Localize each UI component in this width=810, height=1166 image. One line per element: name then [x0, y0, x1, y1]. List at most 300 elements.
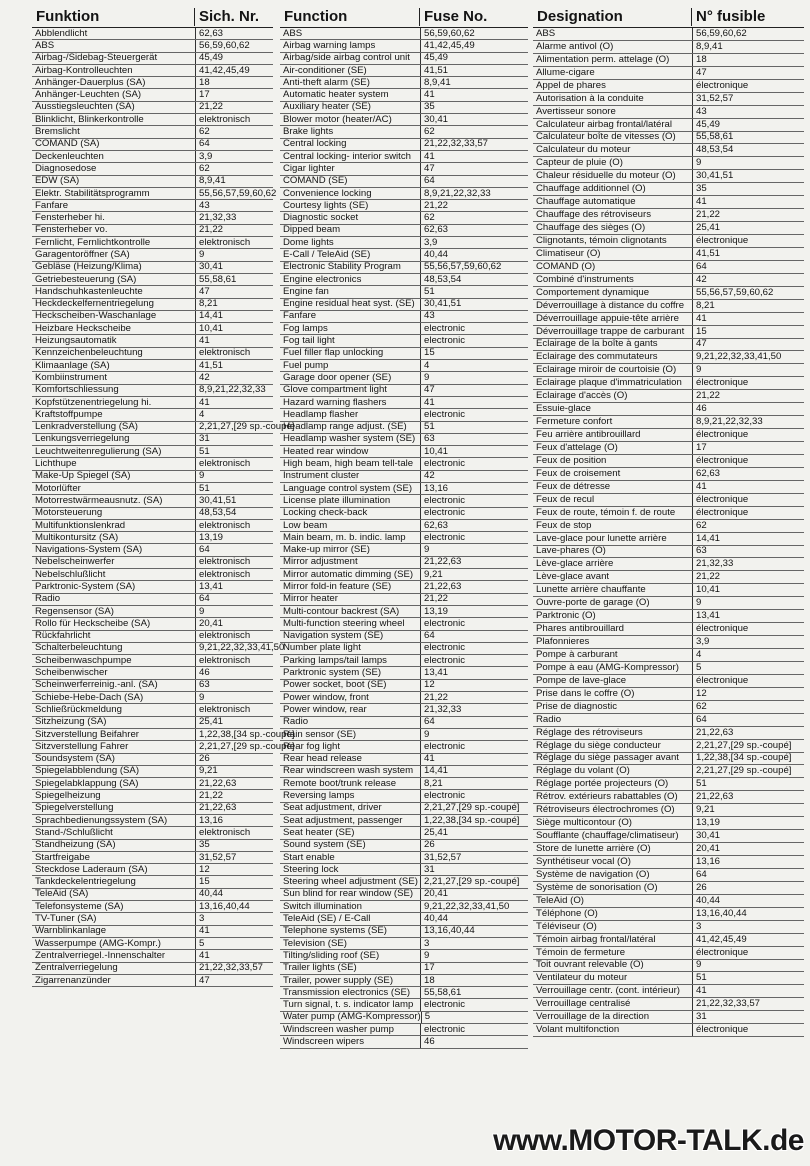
fuse-numbers: 15 [692, 326, 804, 338]
fuse-numbers: 40,44 [195, 889, 273, 900]
function-name: Allume-cigare [536, 66, 595, 78]
table-row [280, 262, 528, 274]
fuse-numbers: 20,41 [195, 618, 273, 629]
function-name: Déverrouillage appuie-tête arrière [536, 312, 679, 324]
function-name: Store de lunette arrière (O) [536, 843, 651, 855]
table-row [280, 889, 528, 901]
function-name: Sitzverstellung Beifahrer [35, 728, 139, 740]
function-name: Réglage des rétroviseurs [536, 726, 643, 738]
fuse-numbers: 25,41 [195, 717, 273, 728]
fuse-numbers: 31,52,57 [420, 852, 528, 863]
function-name: Anhänger-Dauerplus (SA) [35, 76, 146, 88]
function-name: Multikontursitz (SA) [35, 531, 119, 543]
fuse-numbers: 12 [420, 680, 528, 691]
fuse-numbers: 41 [195, 926, 273, 937]
table-row [280, 987, 528, 999]
table-row [32, 360, 273, 372]
table-row [280, 581, 528, 593]
function-name: Number plate light [283, 642, 361, 654]
fuse-numbers: 31 [420, 864, 528, 875]
table-row [533, 170, 804, 183]
table-row [32, 385, 273, 397]
fuse-numbers: 17 [692, 442, 804, 454]
function-name: Deckenleuchten [35, 150, 104, 162]
function-name: Zentralverriegel.-Innenschalter [35, 949, 166, 961]
table-row [280, 963, 528, 975]
table-rows [280, 28, 528, 1049]
function-name: Bremslicht [35, 126, 80, 138]
table-row [533, 339, 804, 352]
function-name: Climatiseur (O) [536, 247, 601, 259]
table-row [280, 876, 528, 888]
table-row [32, 89, 273, 101]
function-name: COMAND (SA) [35, 138, 100, 150]
fuse-numbers: 13,19 [692, 817, 804, 829]
header-fuse-number: Sich. Nr. [194, 8, 273, 26]
table-row [32, 815, 273, 827]
function-name: Dome lights [283, 236, 334, 248]
fuse-numbers: 51 [195, 483, 273, 494]
table-row [280, 458, 528, 470]
table-row [32, 187, 277, 200]
function-name: Automatic heater system [283, 89, 389, 101]
table-row [533, 429, 804, 442]
fuse-numbers: 8,9,41 [420, 77, 528, 88]
table-row [280, 1036, 528, 1048]
fuse-numbers: 62 [420, 212, 528, 223]
table-row [533, 921, 804, 934]
fuse-numbers: elektronisch [195, 348, 273, 359]
function-name: Parktronic (O) [536, 610, 596, 622]
table-row [533, 701, 804, 714]
table-row [32, 458, 273, 470]
table-row [280, 249, 528, 261]
table-row [32, 53, 273, 65]
function-name: Appel de phares [536, 79, 606, 91]
function-name: E-Call / TeleAid (SE) [283, 248, 371, 260]
table-row [32, 544, 273, 556]
function-name: Television (SE) [283, 937, 347, 949]
function-name: Verrouillage centralisé [536, 998, 631, 1010]
table-row [280, 950, 528, 962]
function-name: Heated rear window [283, 445, 369, 457]
table-row [533, 610, 804, 623]
table-row [280, 299, 528, 311]
table-row [32, 446, 273, 458]
function-name: Locking check-back [283, 507, 368, 519]
fuse-numbers: 21,22,63 [420, 581, 528, 592]
function-name: Feux de détresse [536, 480, 611, 492]
header-function: Designation [537, 8, 623, 25]
table-row [32, 225, 273, 237]
table-row [32, 200, 273, 212]
table-row [32, 840, 273, 852]
function-name: Rear windscreen wash system [283, 765, 414, 777]
fuse-numbers: 17 [420, 963, 528, 974]
function-name: Pompe à carburant [536, 648, 618, 660]
function-name: Garagentoröffner (SA) [35, 248, 130, 260]
table-row [32, 508, 273, 520]
fuse-numbers: elektronisch [195, 520, 273, 531]
function-name: Motorsteuerung [35, 507, 103, 519]
table-row [32, 126, 273, 138]
function-name: Ventilateur du moteur [536, 972, 628, 984]
table-row [280, 446, 528, 458]
function-name: Mirror adjustment [283, 556, 358, 568]
table-row [533, 209, 804, 222]
fuse-numbers: 41 [195, 950, 273, 961]
fuse-numbers: 2,21,27,[29 sp.-coupé] [420, 803, 528, 814]
function-name: TeleAid (O) [536, 894, 584, 906]
fuse-numbers: 46 [420, 1036, 528, 1047]
fuse-numbers: elektronisch [195, 827, 273, 838]
table-row [533, 972, 804, 985]
table-row [32, 532, 273, 544]
table-row [533, 791, 804, 804]
table-row [280, 397, 528, 409]
function-name: Make-up mirror (SE) [283, 544, 370, 556]
function-name: Verrouillage de la direction [536, 1011, 650, 1023]
fuse-numbers: 2,21,27,[29 sp.-coupé] [195, 741, 273, 752]
fuse-numbers: 8,9,41 [692, 41, 804, 53]
fuse-numbers: 21,32,33 [420, 704, 528, 715]
fuse-numbers: electronic [420, 495, 528, 506]
function-name: Steckdose Laderaum (SA) [35, 863, 148, 875]
fuse-numbers: 43 [692, 106, 804, 118]
table-row [280, 569, 528, 581]
fuse-numbers: 8,9,21,22,32,33 [420, 188, 528, 199]
table-row [533, 196, 804, 209]
table-row [32, 114, 273, 126]
fuse-numbers: 51 [692, 778, 804, 790]
table-row [280, 372, 528, 384]
fuse-numbers: 41 [692, 196, 804, 208]
table-row [533, 300, 804, 313]
function-name: Power window, front [283, 691, 369, 703]
function-name: Trailer lights (SE) [283, 962, 357, 974]
table-row [533, 985, 804, 998]
function-name: Fuel filler flap unlocking [283, 347, 384, 359]
table-row [533, 481, 804, 494]
table-row [32, 790, 273, 802]
fuse-numbers: 47 [195, 286, 273, 297]
table-row [533, 649, 804, 662]
table-row [32, 740, 295, 753]
function-name: Courtesy lights (SE) [283, 199, 369, 211]
fuse-numbers: 12 [195, 864, 273, 875]
fuse-numbers: electronic [420, 323, 528, 334]
function-name: Low beam [283, 519, 328, 531]
table-row [280, 840, 528, 852]
fuse-numbers: electronic [420, 409, 528, 420]
function-name: Rear head release [283, 753, 362, 765]
fuse-numbers: 8,21 [420, 778, 528, 789]
table-row [32, 803, 273, 815]
table-row [32, 692, 273, 704]
fuse-numbers: 9 [195, 249, 273, 260]
table-row [280, 594, 528, 606]
function-name: Spiegelabklappung (SA) [35, 777, 139, 789]
function-name: Radio [536, 713, 562, 725]
table-row [533, 326, 804, 339]
fuse-numbers: 13,16 [692, 856, 804, 868]
fuse-numbers: 1,22,38,[34 sp.-coupé] [420, 815, 528, 826]
table-row [280, 126, 528, 138]
function-name: Fernlicht, Fernlichtkontrolle [35, 236, 151, 248]
table-row [533, 28, 804, 41]
function-name: Warnblinkanlage [35, 925, 107, 937]
function-name: Getriebesteuerung (SA) [35, 273, 137, 285]
table-row [533, 67, 804, 80]
fuse-numbers: 26 [420, 840, 528, 851]
fuse-numbers: électronique [692, 429, 804, 441]
fuse-numbers: 64 [692, 261, 804, 273]
table-row [32, 963, 273, 975]
fuse-numbers: 21,22 [692, 390, 804, 402]
fuse-numbers: 51 [195, 446, 273, 457]
function-name: Chauffage automatique [536, 196, 636, 208]
function-name: Siège multicontour (O) [536, 817, 632, 829]
function-name: Central locking [283, 138, 347, 150]
fuse-numbers: 4 [420, 360, 528, 371]
function-name: Sound system (SE) [283, 839, 366, 851]
fuse-numbers: 9 [692, 597, 804, 609]
fuse-numbers: 51 [420, 422, 528, 433]
fuse-numbers: 21,22 [195, 790, 273, 801]
fuse-numbers: 13,16,40,44 [195, 901, 273, 912]
fuse-numbers: 21,22 [420, 200, 528, 211]
function-name: Airbag warning lamps [283, 39, 376, 51]
function-name: Système de navigation (O) [536, 868, 650, 880]
table-row [32, 631, 273, 643]
table-row [280, 913, 528, 925]
function-name: Seat adjustment, driver [283, 802, 382, 814]
function-name: Trailer, power supply (SE) [283, 974, 394, 986]
watermark: www.MOTOR-TALK.de [493, 1124, 804, 1157]
table-row [533, 468, 804, 481]
fuse-numbers: 64 [195, 139, 273, 150]
function-name: Eclairage miroir de courtoisie (O) [536, 364, 677, 376]
function-name: Anhänger-Leuchten (SA) [35, 89, 142, 101]
function-name: Startfreigabe [35, 851, 90, 863]
function-name: Comportement dynamique [536, 286, 650, 298]
table-row [533, 261, 804, 274]
table-row [533, 533, 804, 546]
fuse-numbers: electronic [420, 741, 528, 752]
function-name: Réglage du siège conducteur [536, 739, 661, 751]
fuse-numbers: elektronisch [195, 557, 273, 568]
function-name: Tilting/sliding roof (SE) [283, 949, 380, 961]
function-name: Calculateur du moteur [536, 144, 631, 156]
fuse-numbers: 9 [195, 471, 273, 482]
table-row [533, 584, 804, 597]
fuse-numbers: 31 [195, 434, 273, 445]
fuse-numbers: 62 [195, 126, 273, 137]
function-name: Hazard warning flashers [283, 396, 387, 408]
table-row [280, 28, 528, 40]
table-row [280, 815, 528, 827]
fuse-numbers: elektronisch [195, 631, 273, 642]
table-row [280, 901, 528, 913]
table-row [280, 520, 528, 532]
table-row [280, 717, 528, 729]
fuse-numbers: 31,52,57 [195, 852, 273, 863]
function-name: Calculateur boîte de vitesses (O) [536, 131, 676, 143]
fuse-numbers: 41,42,45,49 [420, 40, 528, 51]
column-german [32, 0, 295, 987]
fuse-numbers: 62 [692, 701, 804, 713]
fuse-numbers: 4 [692, 649, 804, 661]
fuse-numbers: 8,9,21,22,32,33 [195, 385, 273, 396]
function-name: Start enable [283, 851, 335, 863]
table-row [533, 869, 804, 882]
table-row [533, 416, 804, 429]
function-name: Téléphone (O) [536, 907, 598, 919]
fuse-numbers: 40,44 [420, 913, 528, 924]
fuse-numbers: 2,21,27,[29 sp.-coupé] [420, 876, 528, 887]
table-row [533, 364, 804, 377]
table-row [533, 1011, 804, 1024]
fuse-numbers: 56,59,60,62 [692, 28, 804, 40]
fuse-numbers: 62,63 [420, 520, 528, 531]
fuse-numbers: 31,52,57 [692, 93, 804, 105]
fuse-numbers: 64 [692, 714, 804, 726]
table-row [280, 89, 528, 101]
function-name: Multifunktionslenkrad [35, 519, 126, 531]
function-name: Airbag-/Sidebag-Steuergerät [35, 52, 158, 64]
function-name: Headlamp flasher [283, 408, 359, 420]
function-name: Scheibenwischer [35, 667, 108, 679]
table-row [280, 65, 528, 77]
table-row [533, 106, 804, 119]
table-row [32, 40, 273, 52]
function-name: Spiegelabblendung (SA) [35, 765, 140, 777]
table-row [533, 636, 804, 649]
table-row [280, 544, 528, 556]
fuse-numbers: 47 [195, 975, 273, 986]
function-name: Steering wheel adjustment (SE) [283, 876, 418, 888]
fuse-numbers: 5 [421, 1012, 528, 1023]
function-name: License plate illumination [283, 494, 391, 506]
function-name: Elektr. Stabilitätsprogramm [35, 187, 150, 199]
function-name: Garage door opener (SE) [283, 371, 392, 383]
fuse-numbers: 10,41 [692, 584, 804, 596]
function-name: Navigations-System (SA) [35, 544, 143, 556]
fuse-numbers: 55,58,61 [692, 132, 804, 144]
function-name: Pompe de lave-glace [536, 674, 627, 686]
fuse-numbers: 62 [420, 126, 528, 137]
table-row [280, 766, 528, 778]
function-name: Réglage du siège passager avant [536, 752, 679, 764]
fuse-numbers: 30,41,51 [420, 299, 528, 310]
table-row [533, 830, 804, 843]
fuse-numbers: electronic [420, 643, 528, 654]
function-name: Réglage du volant (O) [536, 765, 630, 777]
table-row [280, 606, 528, 618]
function-name: Convenience locking [283, 187, 372, 199]
fuse-numbers: 2,21,27,[29 sp.-coupé] [195, 422, 273, 433]
fuse-numbers: 21,32,33 [195, 212, 273, 223]
function-name: Komfortschliessung [35, 384, 119, 396]
function-name: Déverrouillage trappe de carburant [536, 325, 685, 337]
function-name: Make-Up Spiegel (SA) [35, 470, 131, 482]
table-row [280, 212, 528, 224]
fuse-numbers: 10,41 [195, 323, 273, 334]
table-row [533, 403, 804, 416]
function-name: EDW (SA) [35, 175, 80, 187]
table-row [32, 262, 273, 274]
fuse-numbers: elektronisch [195, 655, 273, 666]
function-name: Heizbare Heckscheibe [35, 322, 131, 334]
fuse-numbers: électronique [692, 455, 804, 467]
function-name: Regensensor (SA) [35, 605, 114, 617]
table-row [280, 323, 528, 335]
fuse-numbers: 2,21,27,[29 sp.-coupé] [692, 765, 804, 777]
table-row [280, 999, 528, 1011]
function-name: Instrument cluster [283, 470, 360, 482]
table-row [32, 728, 295, 741]
fuse-numbers: 15 [420, 348, 528, 359]
function-name: Glove compartment light [283, 384, 387, 396]
fuse-numbers: 3,9 [195, 151, 273, 162]
table-row [280, 163, 528, 175]
fuse-numbers: 21,22 [692, 571, 804, 583]
table-row [32, 606, 273, 618]
function-name: Engine electronics [283, 273, 362, 285]
function-name: Scheinwerferreinig.-anl. (SA) [35, 679, 158, 691]
table-row [280, 680, 528, 692]
function-name: Engine residual heat syst. (SE) [283, 298, 415, 310]
fuse-numbers: 41 [420, 754, 528, 765]
fuse-numbers: 42 [195, 372, 273, 383]
function-name: Synthétiseur vocal (O) [536, 855, 631, 867]
function-name: Sitzheizung (SA) [35, 716, 107, 728]
function-name: Spiegelheizung [35, 790, 101, 802]
function-name: Chauffage des sièges (O) [536, 222, 646, 234]
fuse-numbers: 17 [195, 89, 273, 100]
fuse-numbers: 48,53,54 [195, 508, 273, 519]
table-row [280, 385, 528, 397]
function-name: Navigation system (SE) [283, 630, 384, 642]
function-name: Motorrestwärmeausnutz. (SA) [35, 494, 163, 506]
function-name: TV-Tuner (SA) [35, 913, 97, 925]
fuse-numbers: 3 [195, 913, 273, 924]
table-row [280, 827, 528, 839]
fuse-numbers: 9,21,22,32,33,41,50 [420, 901, 528, 912]
table-row [280, 483, 528, 495]
table-row [280, 286, 528, 298]
function-name: Lave-phares (O) [536, 545, 606, 557]
fuse-numbers: 51 [692, 972, 804, 984]
table-row [32, 901, 273, 913]
fuse-numbers: 13,19 [195, 532, 273, 543]
table-row [533, 313, 804, 326]
fuse-numbers: 3,9 [420, 237, 528, 248]
fuse-numbers: 41,51 [420, 65, 528, 76]
fuse-numbers: 45,49 [195, 53, 273, 64]
table-row [280, 1012, 528, 1024]
table-row [533, 546, 804, 559]
fuse-numbers: 63 [195, 680, 273, 691]
fuse-numbers: 64 [420, 631, 528, 642]
function-name: Schließrückmeldung [35, 703, 122, 715]
table-row [533, 817, 804, 830]
function-name: Eclairage d'accès (O) [536, 390, 628, 402]
function-name: Chauffage des rétroviseurs [536, 209, 652, 221]
function-name: Motorlüfter [35, 482, 81, 494]
table-row [533, 856, 804, 869]
function-name: Combiné d'instruments [536, 273, 634, 285]
